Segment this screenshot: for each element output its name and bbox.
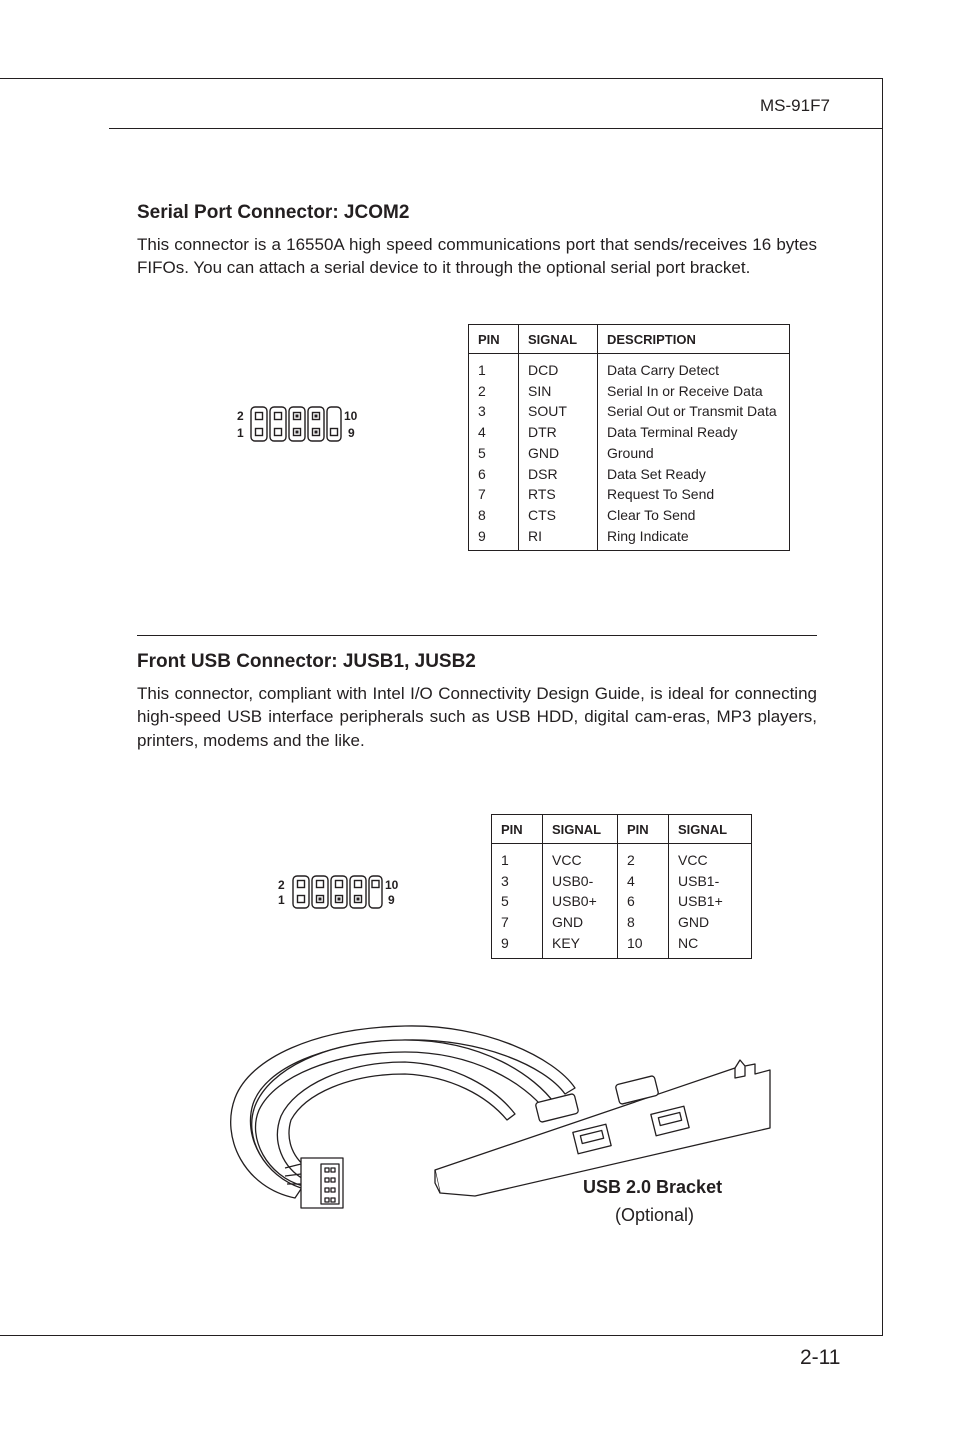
serial-heading: Serial Port Connector: JCOM2 xyxy=(137,202,410,223)
bracket-subtitle: (Optional) xyxy=(615,1205,695,1225)
header-rule xyxy=(109,128,883,129)
pin-column: 1 2 3 4 5 6 7 8 9 xyxy=(478,362,486,544)
usb-heading: Front USB Connector: JUSB1, JUSB2 xyxy=(137,651,476,672)
col-header-description: DESCRIPTION xyxy=(598,325,790,354)
even-pin-column: 2 4 6 8 10 xyxy=(618,844,669,959)
serial-description: This connector is a 16550A high speed communications port that sends/receives 16 bytes FIFOs. You can attach a serial device to it through the optional serial port bracket. xyxy=(137,235,817,278)
col-header-signal: SIGNAL xyxy=(519,325,598,354)
col-header-pin-even: PIN xyxy=(618,815,669,844)
odd-pin-column: 1 3 5 7 9 xyxy=(501,852,509,951)
odd-signal-column: VCC USB0- USB0+ GND KEY xyxy=(543,844,618,959)
col-header-pin: PIN xyxy=(469,325,519,354)
page-number: 2-11 xyxy=(800,1346,841,1369)
jusb-label-9: 9 xyxy=(388,893,395,907)
jcom2-label-9: 9 xyxy=(348,426,355,440)
usb-description: This connector, compliant with Intel I/O Connectivity Design Guide, is ideal for connecting high-speed USB interface peripherals such as USB HDD, digital cam-eras, MP3 players, printers, modems and the like. xyxy=(137,684,817,750)
bottom-rule xyxy=(0,1335,883,1336)
jusb-label-1: 1 xyxy=(278,893,285,907)
col-header-pin-odd: PIN xyxy=(492,815,543,844)
jcom2-label-2: 2 xyxy=(237,409,244,423)
jusb-label-10: 10 xyxy=(385,878,399,892)
model-number: MS-91F7 xyxy=(760,96,830,115)
jusb-pin-header-icon xyxy=(290,875,384,909)
top-rule xyxy=(0,78,883,79)
right-rule xyxy=(882,78,883,1336)
jcom2-label-1: 1 xyxy=(237,426,244,440)
bracket-title: USB 2.0 Bracket xyxy=(583,1177,723,1197)
serial-pin-table xyxy=(468,324,790,551)
signal-column: DCD SIN SOUT DTR GND DSR RTS CTS RI xyxy=(519,354,598,551)
even-signal-column: VCC USB1- USB1+ GND NC xyxy=(669,844,752,959)
section-divider xyxy=(137,635,817,636)
jusb-label-2: 2 xyxy=(278,878,285,892)
jcom2-label-10: 10 xyxy=(344,409,358,423)
jcom2-pin-header-icon xyxy=(248,406,344,442)
description-column: Data Carry Detect Serial In or Receive Data Serial Out or Transmit Data Data Terminal Ready Ground Data Set Ready Request To Send Clear To Send Ring Indicate xyxy=(598,354,790,551)
usb-pin-table xyxy=(491,814,752,959)
col-header-signal-odd: SIGNAL xyxy=(543,815,618,844)
col-header-signal-even: SIGNAL xyxy=(669,815,752,844)
